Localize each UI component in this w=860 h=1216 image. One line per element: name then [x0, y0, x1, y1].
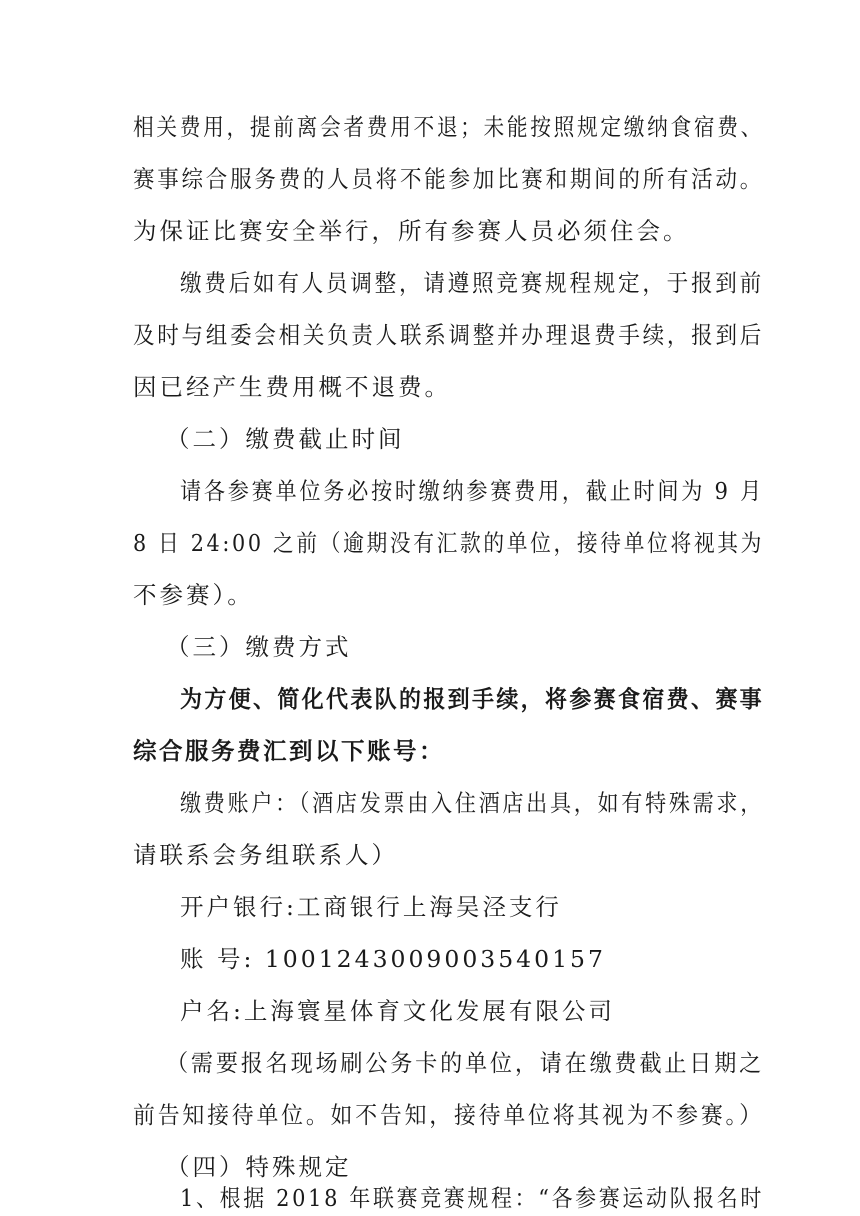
- text-line-4: 缴费后如有人员调整，请遵照竞赛规程规定，于报到前: [180, 269, 764, 297]
- paragraph-line: [0, 887, 860, 927]
- paragraph-line: [0, 939, 860, 979]
- paragraph-line: [0, 575, 860, 615]
- text-line-20: 前告知接待单位。如不告知，接待单位将其视为不参赛。）: [133, 1101, 764, 1129]
- text-line-22: 1、根据 2018 年联赛竞赛规程：“各参赛运动队报名时: [180, 1184, 764, 1212]
- paragraph-line: [0, 315, 860, 355]
- text-line-1: 相关费用，提前离会者费用不退；未能按照规定缴纳食宿费、: [133, 113, 764, 141]
- heading-special-rules: （四）特殊规定: [166, 1153, 352, 1181]
- text-line-9: 8 日 24:00 之前（逾期没有汇款的单位，接待单位将视其为: [133, 529, 764, 557]
- text-line-10: 不参赛）。: [133, 581, 254, 609]
- paragraph-line: [0, 679, 860, 719]
- heading-payment-deadline: （二）缴费截止时间: [166, 425, 405, 453]
- text-line-2: 赛事综合服务费的人员将不能参加比赛和期间的所有活动。: [133, 165, 764, 193]
- paragraph-line: [0, 1180, 860, 1216]
- text-line-6: 因已经产生费用概不退费。: [133, 373, 451, 401]
- account-name-line: 户名:上海寰星体育文化发展有限公司: [180, 997, 615, 1025]
- paragraph-line: [0, 159, 860, 199]
- account-number-line: 账 号: 1001243009003540157: [180, 945, 606, 973]
- bank-name-line: 开户银行:工商银行上海吴泾支行: [180, 893, 562, 921]
- paragraph-line: [0, 263, 860, 303]
- text-line-bold-2: 综合服务费汇到以下账号：: [133, 737, 445, 765]
- text-line-3: 为保证比赛安全举行，所有参赛人员必须住会。: [133, 217, 690, 245]
- paragraph-line: [0, 523, 860, 563]
- section-heading: [0, 419, 860, 459]
- text-line-19: （需要报名现场刷公务卡的单位，请在缴费截止日期之: [166, 1049, 765, 1077]
- text-line-bold-1: 为方便、简化代表队的报到手续，将参赛食宿费、赛事: [180, 685, 765, 713]
- paragraph-line: [0, 991, 860, 1031]
- text-line-5: 及时与组委会相关负责人联系调整并办理退费手续，报到后: [133, 321, 764, 349]
- paragraph-line: [0, 835, 860, 875]
- paragraph-line: [0, 1043, 860, 1083]
- paragraph-line: [0, 1095, 860, 1135]
- paragraph-line: [0, 471, 860, 511]
- paragraph-line: [0, 783, 860, 823]
- text-line-14: 缴费账户：（酒店发票由入住酒店出具，如有特殊需求，: [180, 789, 764, 817]
- paragraph-line: [0, 211, 860, 251]
- text-line-8: 请各参赛单位务必按时缴纳参赛费用，截止时间为 9 月: [180, 477, 765, 505]
- section-heading: [0, 627, 860, 667]
- text-line-15: 请联系会务组联系人）: [133, 841, 398, 869]
- heading-payment-method: （三）缴费方式: [166, 633, 352, 661]
- paragraph-line: [0, 367, 860, 407]
- paragraph-line: [0, 107, 860, 147]
- paragraph-line: [0, 731, 860, 771]
